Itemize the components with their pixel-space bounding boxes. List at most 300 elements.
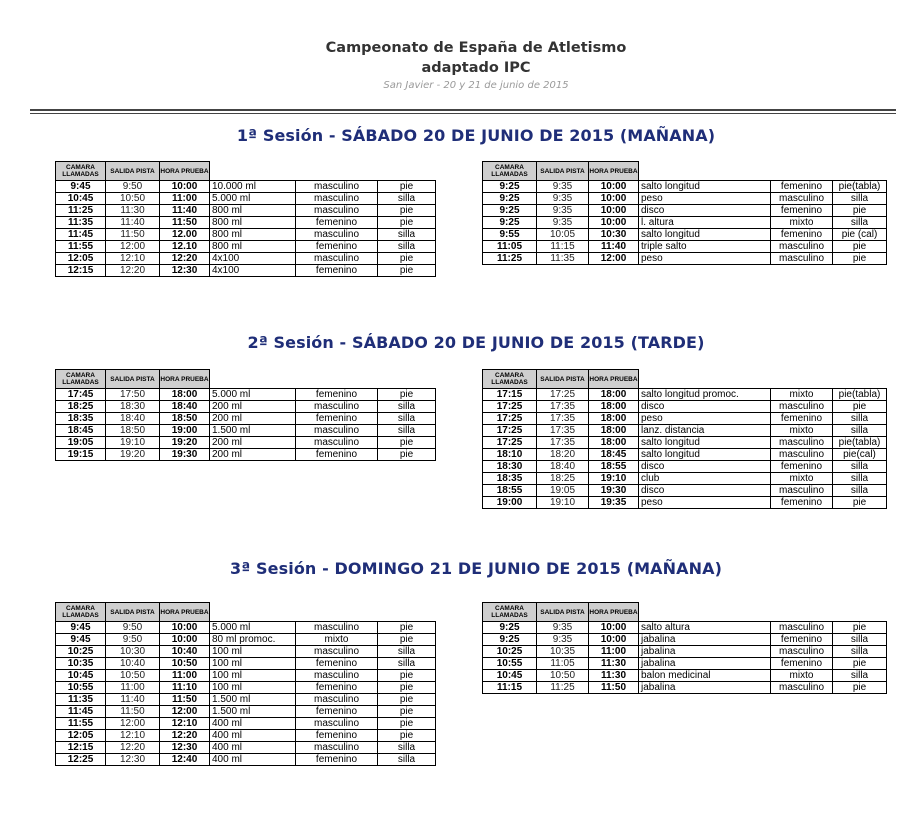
event-cell: 400 ml	[210, 754, 296, 766]
table-row	[56, 622, 436, 634]
gender-cell: masculino	[771, 449, 833, 461]
gender-cell: femenino	[771, 181, 833, 193]
event-cell: 1.500 ml	[210, 425, 296, 437]
gender-cell: femenino	[296, 682, 378, 694]
salida-header: SALIDA PISTA	[537, 603, 589, 622]
table-row	[56, 694, 436, 706]
gender-cell: masculino	[296, 401, 378, 413]
salida-header: SALIDA PISTA	[106, 603, 160, 622]
event-cell: jabalina	[639, 634, 771, 646]
table-row	[483, 193, 887, 205]
camara-cell: 18:25	[56, 401, 106, 413]
salida-cell: 12:20	[106, 742, 160, 754]
hora-cell: 10:00	[589, 181, 639, 193]
camara-cell: 9:25	[483, 634, 537, 646]
modality-cell: silla	[833, 217, 887, 229]
hora-cell: 18:45	[589, 449, 639, 461]
modality-cell: pie	[378, 634, 436, 646]
event-cell: disco	[639, 461, 771, 473]
table-row	[56, 229, 436, 241]
table-row	[56, 730, 436, 742]
modality-cell: silla	[378, 401, 436, 413]
blank-header	[210, 603, 296, 622]
hora-cell: 18:55	[589, 461, 639, 473]
hora-cell: 10:00	[589, 193, 639, 205]
camara-cell: 9:45	[56, 622, 106, 634]
camara-cell: 9:45	[56, 181, 106, 193]
hora-cell: 12.00	[160, 229, 210, 241]
salida-cell: 11:15	[537, 241, 589, 253]
salida-cell: 17:50	[106, 389, 160, 401]
blank-header	[639, 370, 771, 389]
session-1-track-table	[55, 161, 436, 277]
gender-cell: masculino	[771, 193, 833, 205]
event-cell: 5.000 ml	[210, 193, 296, 205]
table-row	[56, 181, 436, 193]
hora-cell: 10:00	[589, 217, 639, 229]
hora-cell: 19:30	[160, 449, 210, 461]
table-header-row	[483, 603, 887, 622]
modality-cell: silla	[378, 229, 436, 241]
salida-cell: 9:35	[537, 205, 589, 217]
event-cell: peso	[639, 497, 771, 509]
gender-cell: masculino	[296, 622, 378, 634]
gender-cell: femenino	[771, 497, 833, 509]
salida-cell: 18:40	[537, 461, 589, 473]
salida-cell: 9:35	[537, 193, 589, 205]
hora-cell: 10:00	[589, 634, 639, 646]
event-cell: 800 ml	[210, 205, 296, 217]
camara-cell: 10:55	[56, 682, 106, 694]
session-2-field-table	[482, 369, 887, 509]
gender-cell: femenino	[771, 205, 833, 217]
blank-header	[771, 370, 833, 389]
salida-cell: 10:05	[537, 229, 589, 241]
salida-cell: 18:30	[106, 401, 160, 413]
camara-header: CAMARA LLAMADAS	[56, 603, 106, 622]
gender-cell: masculino	[771, 646, 833, 658]
gender-cell: mixto	[771, 670, 833, 682]
camara-cell: 12:05	[56, 730, 106, 742]
modality-cell: silla	[378, 646, 436, 658]
blank-header	[378, 603, 436, 622]
hora-cell: 19:00	[160, 425, 210, 437]
table-row	[483, 449, 887, 461]
event-cell: 100 ml	[210, 658, 296, 670]
salida-cell: 17:35	[537, 413, 589, 425]
camara-header: CAMARA LLAMADAS	[483, 162, 537, 181]
event-cell: 400 ml	[210, 730, 296, 742]
event-cell: 1.500 ml	[210, 694, 296, 706]
hora-cell: 12:20	[160, 730, 210, 742]
event-cell: disco	[639, 401, 771, 413]
camara-cell: 11:45	[56, 706, 106, 718]
modality-cell: pie	[833, 622, 887, 634]
hora-cell: 11:50	[160, 217, 210, 229]
hora-cell: 12:00	[160, 706, 210, 718]
table-row	[483, 413, 887, 425]
event-cell: jabalina	[639, 658, 771, 670]
salida-cell: 18:50	[106, 425, 160, 437]
salida-cell: 9:35	[537, 181, 589, 193]
camara-cell: 17:25	[483, 413, 537, 425]
event-cell: 5.000 ml	[210, 622, 296, 634]
modality-cell: silla	[378, 413, 436, 425]
salida-cell: 10:40	[106, 658, 160, 670]
hora-cell: 10:50	[160, 658, 210, 670]
table-row	[483, 181, 887, 193]
event-cell: 400 ml	[210, 742, 296, 754]
camara-cell: 17:25	[483, 425, 537, 437]
hora-header: HORA PRUEBA	[160, 603, 210, 622]
modality-cell: pie	[378, 682, 436, 694]
modality-cell: silla	[378, 754, 436, 766]
modality-cell: pie	[833, 497, 887, 509]
event-cell: 200 ml	[210, 413, 296, 425]
gender-cell: femenino	[771, 634, 833, 646]
camara-cell: 10:45	[56, 193, 106, 205]
camara-cell: 10:25	[483, 646, 537, 658]
gender-cell: masculino	[296, 694, 378, 706]
event-cell: salto longitud	[639, 181, 771, 193]
hora-cell: 12:00	[589, 253, 639, 265]
salida-cell: 9:50	[106, 181, 160, 193]
modality-cell: pie	[378, 730, 436, 742]
camara-cell: 12:15	[56, 265, 106, 277]
modality-cell: pie	[378, 205, 436, 217]
session-1-title: 1ª Sesión - SÁBADO 20 DE JUNIO DE 2015 (MAÑANA)	[236, 126, 716, 145]
modality-cell: pie	[378, 265, 436, 277]
gender-cell: masculino	[296, 425, 378, 437]
salida-header: SALIDA PISTA	[106, 162, 160, 181]
table-header-row	[56, 370, 436, 389]
camara-cell: 10:55	[483, 658, 537, 670]
camara-cell: 11:15	[483, 682, 537, 694]
gender-cell: mixto	[771, 389, 833, 401]
gender-cell: masculino	[296, 193, 378, 205]
camara-cell: 18:30	[483, 461, 537, 473]
camara-cell: 17:45	[56, 389, 106, 401]
camara-cell: 9:45	[56, 634, 106, 646]
salida-header: SALIDA PISTA	[537, 370, 589, 389]
event-cell: disco	[639, 485, 771, 497]
table-row	[56, 670, 436, 682]
modality-cell: pie	[378, 389, 436, 401]
salida-cell: 19:05	[537, 485, 589, 497]
table-row	[56, 265, 436, 277]
gender-cell: masculino	[296, 718, 378, 730]
event-cell: 200 ml	[210, 437, 296, 449]
camara-cell: 9:25	[483, 622, 537, 634]
session-2-title: 2ª Sesión - SÁBADO 20 DE JUNIO DE 2015 (TARDE)	[247, 333, 705, 352]
camara-cell: 18:55	[483, 485, 537, 497]
modality-cell: silla	[833, 670, 887, 682]
camara-header: CAMARA LLAMADAS	[483, 603, 537, 622]
table-row	[483, 497, 887, 509]
hora-header: HORA PRUEBA	[160, 162, 210, 181]
table-row	[483, 241, 887, 253]
blank-header	[771, 162, 833, 181]
table-row	[483, 437, 887, 449]
camara-cell: 18:10	[483, 449, 537, 461]
camara-cell: 18:35	[483, 473, 537, 485]
hora-cell: 12:10	[160, 718, 210, 730]
table-row	[56, 193, 436, 205]
event-cell: salto longitud promoc.	[639, 389, 771, 401]
event-cell: salto longitud	[639, 229, 771, 241]
hora-header: HORA PRUEBA	[160, 370, 210, 389]
gender-cell: mixto	[296, 634, 378, 646]
modality-cell: silla	[833, 461, 887, 473]
camara-cell: 10:35	[56, 658, 106, 670]
table-row	[483, 485, 887, 497]
hora-cell: 12:20	[160, 253, 210, 265]
salida-cell: 12:00	[106, 241, 160, 253]
table-row	[483, 658, 887, 670]
salida-cell: 11:50	[106, 706, 160, 718]
hora-cell: 10:00	[160, 181, 210, 193]
gender-cell: femenino	[771, 658, 833, 670]
modality-cell: silla	[833, 646, 887, 658]
hora-header: HORA PRUEBA	[589, 603, 639, 622]
gender-cell: masculino	[296, 253, 378, 265]
hora-cell: 18:00	[589, 425, 639, 437]
event-cell: 100 ml	[210, 646, 296, 658]
hora-cell: 11:30	[589, 670, 639, 682]
gender-cell: masculino	[296, 181, 378, 193]
salida-cell: 11:25	[537, 682, 589, 694]
gender-cell: mixto	[771, 217, 833, 229]
hora-cell: 12:30	[160, 742, 210, 754]
event-cell: 800 ml	[210, 241, 296, 253]
hora-cell: 18:50	[160, 413, 210, 425]
event-cell: 800 ml	[210, 217, 296, 229]
event-cell: 200 ml	[210, 401, 296, 413]
gender-cell: mixto	[771, 473, 833, 485]
camara-header: CAMARA LLAMADAS	[56, 162, 106, 181]
salida-cell: 10:50	[106, 193, 160, 205]
modality-cell: pie	[378, 449, 436, 461]
table-header-row	[483, 370, 887, 389]
gender-cell: femenino	[771, 461, 833, 473]
modality-cell: pie	[833, 205, 887, 217]
table-row	[56, 425, 436, 437]
salida-cell: 10:35	[537, 646, 589, 658]
blank-header	[210, 162, 296, 181]
camara-cell: 11:25	[56, 205, 106, 217]
table-row	[483, 473, 887, 485]
event-cell: peso	[639, 193, 771, 205]
event-cell: salto altura	[639, 622, 771, 634]
salida-cell: 19:10	[537, 497, 589, 509]
salida-cell: 12:10	[106, 253, 160, 265]
salida-cell: 11:35	[537, 253, 589, 265]
salida-cell: 11:50	[106, 229, 160, 241]
salida-cell: 17:25	[537, 389, 589, 401]
modality-cell: pie	[378, 181, 436, 193]
gender-cell: mixto	[771, 425, 833, 437]
blank-header	[210, 370, 296, 389]
camara-cell: 19:05	[56, 437, 106, 449]
camara-cell: 12:25	[56, 754, 106, 766]
table-row	[483, 425, 887, 437]
table-row	[483, 217, 887, 229]
salida-cell: 18:20	[537, 449, 589, 461]
modality-cell: silla	[833, 485, 887, 497]
modality-cell: pie	[378, 217, 436, 229]
camara-cell: 11:45	[56, 229, 106, 241]
gender-cell: femenino	[296, 413, 378, 425]
salida-cell: 9:35	[537, 622, 589, 634]
modality-cell: silla	[833, 634, 887, 646]
table-row	[483, 622, 887, 634]
blank-header	[378, 162, 436, 181]
gender-cell: masculino	[771, 401, 833, 413]
event-cell: 100 ml	[210, 670, 296, 682]
hora-cell: 12:40	[160, 754, 210, 766]
salida-cell: 12:20	[106, 265, 160, 277]
table-row	[56, 253, 436, 265]
camara-cell: 10:45	[483, 670, 537, 682]
event-cell: peso	[639, 413, 771, 425]
modality-cell: silla	[378, 742, 436, 754]
event-cell: 10.000 ml	[210, 181, 296, 193]
gender-cell: femenino	[296, 265, 378, 277]
event-cell: 80 ml promoc.	[210, 634, 296, 646]
blank-header	[296, 603, 378, 622]
hora-cell: 19:30	[589, 485, 639, 497]
modality-cell: pie(tabla)	[833, 181, 887, 193]
gender-cell: femenino	[296, 730, 378, 742]
session-2-track-table	[55, 369, 436, 461]
table-row	[483, 401, 887, 413]
hora-cell: 19:10	[589, 473, 639, 485]
blank-header	[639, 162, 771, 181]
blank-header	[639, 603, 771, 622]
event-cell: balon medicinal	[639, 670, 771, 682]
salida-cell: 18:25	[537, 473, 589, 485]
modality-cell: pie	[378, 437, 436, 449]
hora-cell: 11:30	[589, 658, 639, 670]
event-cell: triple salto	[639, 241, 771, 253]
gender-cell: femenino	[771, 229, 833, 241]
event-cell: 100 ml	[210, 682, 296, 694]
table-row	[483, 670, 887, 682]
table-row	[56, 742, 436, 754]
salida-cell: 11:40	[106, 217, 160, 229]
blank-header	[378, 370, 436, 389]
table-row	[483, 205, 887, 217]
gender-cell: masculino	[296, 437, 378, 449]
modality-cell: pie	[833, 658, 887, 670]
table-row	[483, 389, 887, 401]
hora-cell: 18:00	[589, 401, 639, 413]
camara-cell: 19:00	[483, 497, 537, 509]
salida-cell: 19:10	[106, 437, 160, 449]
camara-cell: 18:35	[56, 413, 106, 425]
gender-cell: femenino	[296, 449, 378, 461]
gender-cell: masculino	[771, 253, 833, 265]
modality-cell: silla	[833, 425, 887, 437]
event-cell: club	[639, 473, 771, 485]
blank-header	[833, 370, 887, 389]
table-header-row	[56, 162, 436, 181]
modality-cell: pie	[378, 622, 436, 634]
table-row	[56, 706, 436, 718]
blank-header	[833, 162, 887, 181]
event-cell: salto longitud	[639, 437, 771, 449]
salida-cell: 18:40	[106, 413, 160, 425]
modality-cell: silla	[833, 193, 887, 205]
camara-cell: 17:25	[483, 437, 537, 449]
camara-cell: 11:55	[56, 241, 106, 253]
table-row	[56, 401, 436, 413]
modality-cell: pie	[833, 241, 887, 253]
modality-cell: silla	[378, 241, 436, 253]
hora-cell: 11:50	[589, 682, 639, 694]
hora-header: HORA PRUEBA	[589, 370, 639, 389]
hora-cell: 10:00	[160, 634, 210, 646]
table-row	[56, 718, 436, 730]
salida-cell: 10:50	[106, 670, 160, 682]
table-row	[56, 646, 436, 658]
hora-cell: 11:10	[160, 682, 210, 694]
table-row	[483, 634, 887, 646]
hora-cell: 12.10	[160, 241, 210, 253]
modality-cell: pie	[378, 670, 436, 682]
salida-cell: 11:00	[106, 682, 160, 694]
camara-cell: 9:25	[483, 205, 537, 217]
salida-cell: 9:35	[537, 217, 589, 229]
hora-cell: 11:40	[589, 241, 639, 253]
session-3-track-table	[55, 602, 436, 766]
event-cell: 1.500 ml	[210, 706, 296, 718]
modality-cell: silla	[378, 658, 436, 670]
event-cell: salto longitud	[639, 449, 771, 461]
camara-cell: 18:45	[56, 425, 106, 437]
gender-cell: femenino	[296, 706, 378, 718]
modality-cell: pie	[378, 694, 436, 706]
table-row	[56, 241, 436, 253]
modality-cell: pie(tabla)	[833, 389, 887, 401]
table-row	[483, 646, 887, 658]
hora-cell: 10:00	[160, 622, 210, 634]
camara-cell: 19:15	[56, 449, 106, 461]
salida-cell: 10:30	[106, 646, 160, 658]
modality-cell: pie	[378, 718, 436, 730]
gender-cell: masculino	[296, 670, 378, 682]
table-row	[483, 229, 887, 241]
gender-cell: femenino	[771, 413, 833, 425]
table-header-row	[56, 603, 436, 622]
event-cell: 200 ml	[210, 449, 296, 461]
table-row	[483, 253, 887, 265]
hora-cell: 11:00	[589, 646, 639, 658]
hora-cell: 18:00	[589, 437, 639, 449]
hora-cell: 18:00	[589, 389, 639, 401]
modality-cell: pie	[833, 682, 887, 694]
table-row	[56, 449, 436, 461]
salida-cell: 11:30	[106, 205, 160, 217]
hora-cell: 18:00	[160, 389, 210, 401]
gender-cell: masculino	[771, 241, 833, 253]
camara-cell: 10:45	[56, 670, 106, 682]
gender-cell: masculino	[296, 229, 378, 241]
table-row	[483, 461, 887, 473]
salida-cell: 17:35	[537, 401, 589, 413]
blank-header	[833, 603, 887, 622]
document-title-line1: Campeonato de España de Atletismo	[325, 40, 627, 56]
